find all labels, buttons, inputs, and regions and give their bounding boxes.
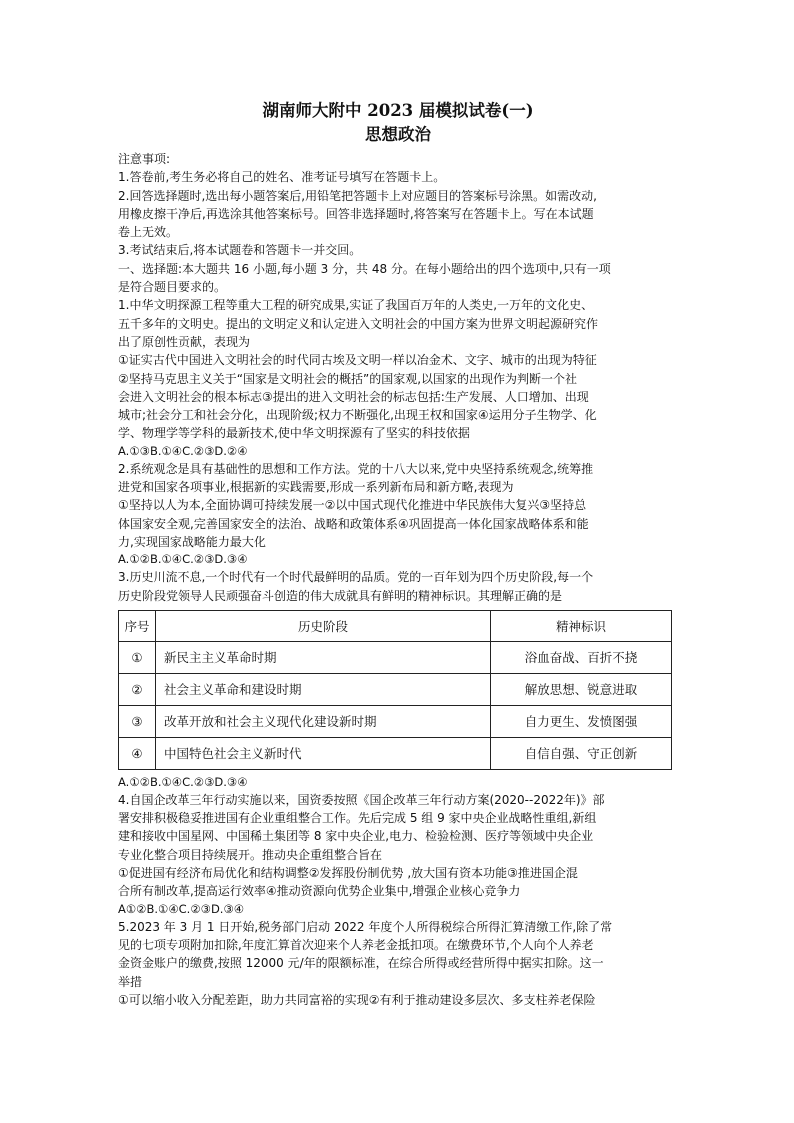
question-line: 署安排积极稳妥推进国有企业重组整合工作。先后完成 5 组 9 家中央企业战略性重组,新组 [118,811,597,826]
table-cell-number: ① [119,641,156,673]
question-line: 进党和国家各项事业,根据新的实践需要,形成一系列新布局和新方略,表现为 [118,480,514,495]
answer-options: A①②B.①④C.②③D.③④ [118,901,245,916]
question-3 [118,568,678,791]
question-4 [118,791,678,918]
answer-options: A.①②B.①④C.②③D.③④ [118,774,248,789]
table-header-cell: 精神标识 [491,610,672,641]
question-5 [118,918,678,1009]
question-line: ①坚持以人为本,全面协调可持续发展一②以中国式现代化推进中华民族伟大复兴③坚持总 [118,498,587,513]
question-line: ②坚持马克思主义关于“国家是文明社会的概括”的国家观,以国家的出现作为判断一个社 [118,371,578,386]
table-cell-stage: 新民主主义革命时期 [156,641,491,673]
question-line: 体国家安全观,完善国家安全的法治、战略和政策体系④巩固提高一体化国家战略体系和能 [118,516,589,531]
table-cell-number: ③ [119,705,156,737]
section-line: 是符合题目要求的。 [118,280,227,295]
answer-options: A.①②B.①④C.②③D.③④ [118,552,248,567]
table-header-cell: 历史阶段 [156,610,491,641]
exam-title: 湖南师大附中 2023 届模拟试卷(一) [262,101,534,120]
question-line: 举措 [118,974,143,989]
question-line: 城市;社会分工和社会分化，出现阶级;权力不断强化,出现王权和国家④运用分子生物学、化 [118,408,597,423]
history-stage-table [118,610,672,770]
question-2 [118,460,678,568]
table-header-cell: 序号 [119,610,156,641]
notice-line: 3.考试结束后,将本试题卷和答题卡一并交回。 [118,243,362,258]
question-line: ①证实古代中国进入文明社会的时代同古埃及文明一样以冶金术、文字、城市的出现为特征 [118,353,597,368]
question-line: 历史阶段党领导人民顽强奋斗创造的伟大成就具有鲜明的精神标识。其理解正确的是 [118,588,563,603]
table-row [119,737,672,769]
table-row [119,705,672,737]
exam-page [118,100,678,1009]
question-line: 学、物理学等学科的最新技术,使中华文明探源有了坚实的科技依据 [118,426,470,441]
exam-subject: 思想政治 [365,125,431,144]
table-cell-spirit: 自力更生、发愤图强 [491,705,672,737]
question-line: ①可以缩小收入分配差距，助力共同富裕的实现②有利于推动建设多层次、多支柱养老保险 [118,992,596,1007]
question-line: 五千多年的文明史。提出的文明定义和认定进入文明社会的中国方案为世界文明起源研究作 [118,316,599,331]
table-cell-spirit: 浴血奋战、百折不挠 [491,641,672,673]
table-cell-stage: 改革开放和社会主义现代化建设新时期 [156,705,491,737]
table-cell-number: ④ [119,737,156,769]
question-line: 力,实现国家战略能力最大化 [118,534,266,549]
table-header-row [119,610,672,641]
notice-heading: 注意事项: [118,152,171,166]
table-row [119,673,672,705]
question-1 [118,296,678,459]
table-cell-spirit: 解放思想、锐意进取 [491,673,672,705]
question-line: 金资金账户的缴费,按照 12000 元/年的限额标准，在综合所得或经营所得中据实扣除。这一 [118,956,604,971]
question-line: 专业化整合项目持续展开。推动央企重组整合旨在 [118,847,383,862]
notice-section [118,150,678,260]
table-cell-stage: 中国特色社会主义新时代 [156,737,491,769]
answer-options: A.①③B.①④C.②③D.②④ [118,443,248,458]
question-line: 建和接收中国星网、中国稀土集团等 8 家中央企业,电力、检验检测、医疗等领域中央企业 [118,829,594,844]
table-cell-number: ② [119,673,156,705]
question-line: 出了原创性贡献，表现为 [118,334,251,349]
question-line: 5.2023 年 3 月 1 日开始,税务部门启动 2022 年度个人所得税综合所得汇算清缴工作,除了常 [118,919,613,934]
question-line: 会进入文明社会的根本标志③提出的进入文明社会的标志包括:生产发展、人口增加、出现 [118,389,589,404]
table-cell-stage: 社会主义革命和建设时期 [156,673,491,705]
section-line: 一、选择题:本大题共 16 小题,每小题 3 分，共 48 分。在每小题给出的四个选项中,只有一项 [118,261,611,276]
question-line: ①促进国有经济布局优化和结构调整②发挥股份制优势 ,放大国有资本功能③推进国企混 [118,866,578,881]
question-line: 1.中华文明探源工程等重大工程的研究成果,实证了我国百万年的人类史,一万年的文化史、 [118,298,594,313]
notice-line: 用橡皮擦干净后,再选涂其他答案标号。回答非选择题时,将答案写在答题卡上。写在本试题 [118,206,594,221]
section-intro [118,260,678,297]
question-line: 合所有制改革,提高运行效率④推动资源向优势企业集中,增强企业核心竞争力 [118,884,521,899]
notice-line: 1.答卷前,考生务必将自己的姓名、准考证号填写在答题卡上。 [118,170,446,185]
notice-line: 2.回答选择题时,选出每小题答案后,用铅笔把答题卡上对应题目的答案标号涂黑。如需改动, [118,188,597,203]
table-cell-spirit: 自信自强、守正创新 [491,737,672,769]
table-row [119,641,672,673]
question-line: 见的七项专项附加扣除,年度汇算首次迎来个人养老金抵扣项。在缴费环节,个人向个人养老 [118,937,594,952]
notice-line: 卷上无效。 [118,225,179,240]
question-line: 2.系统观念是具有基础性的思想和工作方法。党的十八大以来,党中央坚持系统观念,统筹推 [118,461,594,476]
question-line: 4.自国企改革三年行动实施以来，国资委按照《国企改革三年行动方案(2020--2022年)》部 [118,792,605,807]
question-line: 3.历史川流不息,一个时代有一个时代最鲜明的品质。党的一百年划为四个历史阶段,每一个 [118,570,594,585]
